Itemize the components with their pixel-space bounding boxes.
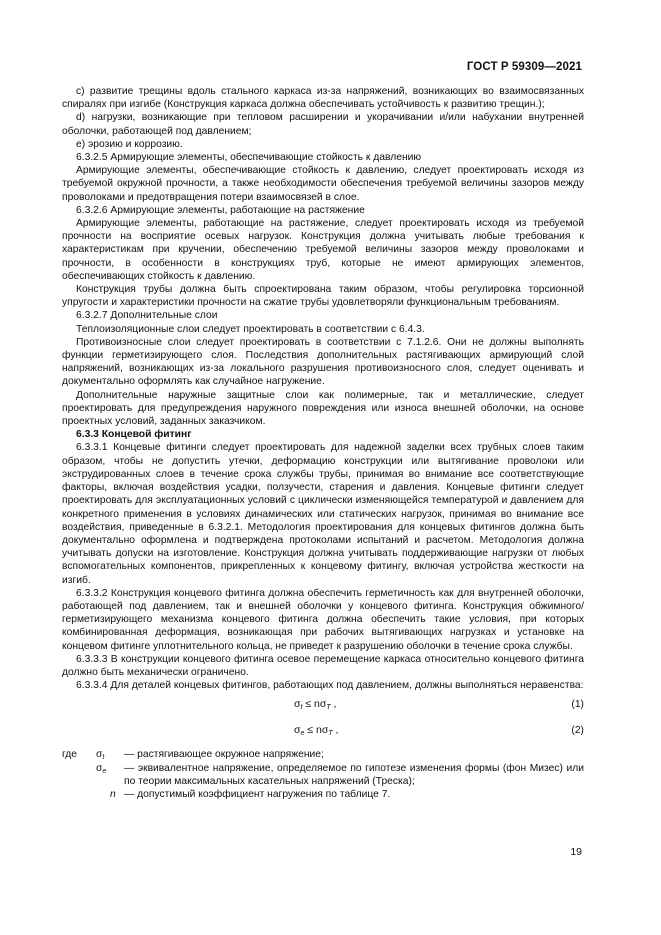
definition-text: — растягивающее окружное напряжение; bbox=[124, 749, 324, 761]
definition-text: — эквивалентное напряжение, определяемое по гипотезе изменения формы (фон Мизес) или по теории максимальных касательных напряжений (Треска); bbox=[124, 762, 584, 787]
paragraph: Армирующие элементы, работающие на растяжение, следует проектировать исходя из требуемой прочности на восприятие осевых нагрузок. Конструкция должна учитывать любые требования к характеристикам при кручении, обеспечению требуемой величины зазоров между проволоками и прочности, в особенности в конструкциях труб, которые не имеют армирующих элементов, обеспечивающих стойкость к давлению. bbox=[62, 218, 584, 282]
section-heading-6-3-3: 6.3.3 Концевой фитинг bbox=[76, 429, 192, 441]
definition-symbol: n bbox=[110, 788, 116, 800]
paragraph: Теплоизоляционные слои следует проектировать в соответствии с 6.4.3. bbox=[76, 323, 425, 335]
definition-symbol: $\sigma_e$ bbox=[96, 762, 107, 775]
definition-symbol: $\sigma_t$ bbox=[96, 749, 105, 762]
formula-expression: $\sigma_t \le n\sigma_T$ , bbox=[294, 698, 337, 712]
definitions-list bbox=[62, 748, 584, 801]
definitions-lead: где bbox=[62, 749, 78, 761]
paragraph: Противоизносные слои следует проектировать в соответствии с 7.1.2.6. Они не должны выполнять функции герметизирующего слоя. Последствия дополнительных растягивающих армирующий слой напряжений, возникающих из-за локального разрушения противоизносного слоя, следует оценивать и документально оформлять как случайное нагружение. bbox=[62, 336, 584, 388]
definition-text: — допустимый коэффициент нагружения по таблице 7. bbox=[124, 788, 391, 800]
list-item-e: e) эрозию и коррозию. bbox=[76, 138, 183, 150]
formula-1 bbox=[62, 692, 584, 718]
definition-item bbox=[62, 762, 584, 788]
formula-expression: $\sigma_e \le n\sigma_T$ , bbox=[294, 724, 339, 738]
paragraph: Армирующие элементы, обеспечивающие стойкость к давлению, следует проектировать исходя из требуемой окружной прочности, а также необходимости обеспечения требуемой величины зазоров между проволоками и предотвращения потери взаимосвязей в слое. bbox=[62, 165, 584, 203]
formula-number: (1) bbox=[571, 699, 584, 711]
section-heading-6-3-2-6: 6.3.2.6 Армирующие элементы, работающие на растяжение bbox=[76, 204, 365, 216]
paragraph: 6.3.3.4 Для деталей концевых фитингов, работающих под давлением, должны выполняться неравенства: bbox=[76, 680, 584, 692]
definition-item bbox=[62, 748, 584, 761]
formula-number: (2) bbox=[571, 725, 584, 737]
paragraph: 6.3.3.2 Конструкция концевого фитинга должна обеспечить герметичность как для внутренней оболочки, работающей под давлением, так и внешней оболочки у концевого фитинга. Конструкция обжимного/герметизирующего механизма концевого фитинга должна обеспечить такие условия, при которых комбинированная деформация, возникающая при рабочих вытягивающих нагрузках и установке на концевом фитинге уплотнительного кольца, не приведет к разрушению оболочки в течение срока службы. bbox=[62, 587, 584, 652]
standard-header: ГОСТ Р 59309—2021 bbox=[466, 61, 582, 73]
list-item-d: d) нагрузки, возникающие при тепловом расширении и укорачивании и/или набухании внутренней оболочки, работающей под давлением; bbox=[62, 112, 584, 137]
definition-item bbox=[62, 788, 584, 801]
page-number: 19 bbox=[570, 846, 582, 858]
formula-2 bbox=[62, 718, 584, 744]
document-body bbox=[62, 85, 584, 801]
paragraph: Дополнительные наружные защитные слои как полимерные, так и металлические, следует проектировать для предупреждения наружного повреждения или износа внешней оболочки, на основе проектных условий, заданных заказчиком. bbox=[62, 389, 584, 428]
section-heading-6-3-2-5: 6.3.2.5 Армирующие элементы, обеспечивающие стойкость к давлению bbox=[76, 152, 422, 164]
list-item-c: c) развитие трещины вдоль стального каркаса из-за напряжений, возникающих во взаимосвязанных спиралях при изгибе (Конструкция каркаса должна обеспечивать устойчивость к развитию трещин.); bbox=[62, 86, 584, 111]
section-heading-6-3-2-7: 6.3.2.7 Дополнительные слои bbox=[76, 310, 218, 322]
paragraph: 6.3.3.1 Концевые фитинги следует проектировать для надежной заделки всех трубных слоев таким образом, чтобы не допустить утечки, деформацию конструкции или вытягивание проволоки или экструдированных слоев в течение срока службы трубы, принимая во внимание все соответствующие факторы, включая воздействия усадки, ползучести, старения и давления. Концевые фитинги следует проектировать для эксплуатационных условий с циклически изменяющейся температурой и давлением для конкретного применения в условиях динамических или статических нагрузок, принимая во внимание все воздействия, приведенные в 6.3.2.1. Методология проектирования для концевых фитингов должна быть документально оформлена и подтверждена протоколами испытаний и расчетом. Методология должна учитывать допуски на изготовление. Конструкция должна учитывать поддерживающие нагрузки от любых вспомогательных компонентов, прикрепленных к концевому фитингу, включая устройства жесткости на изгиб. bbox=[62, 442, 584, 586]
paragraph: 6.3.3.3 В конструкции концевого фитинга осевое перемещение каркаса относительно концевого фитинга должно быть механически ограничено. bbox=[62, 653, 584, 678]
paragraph: Конструкция трубы должна быть спроектирована таким образом, чтобы регулировка торсионной упругости и характеристики прочности на сжатие трубы удовлетворяли функциональным требованиям. bbox=[62, 284, 584, 309]
